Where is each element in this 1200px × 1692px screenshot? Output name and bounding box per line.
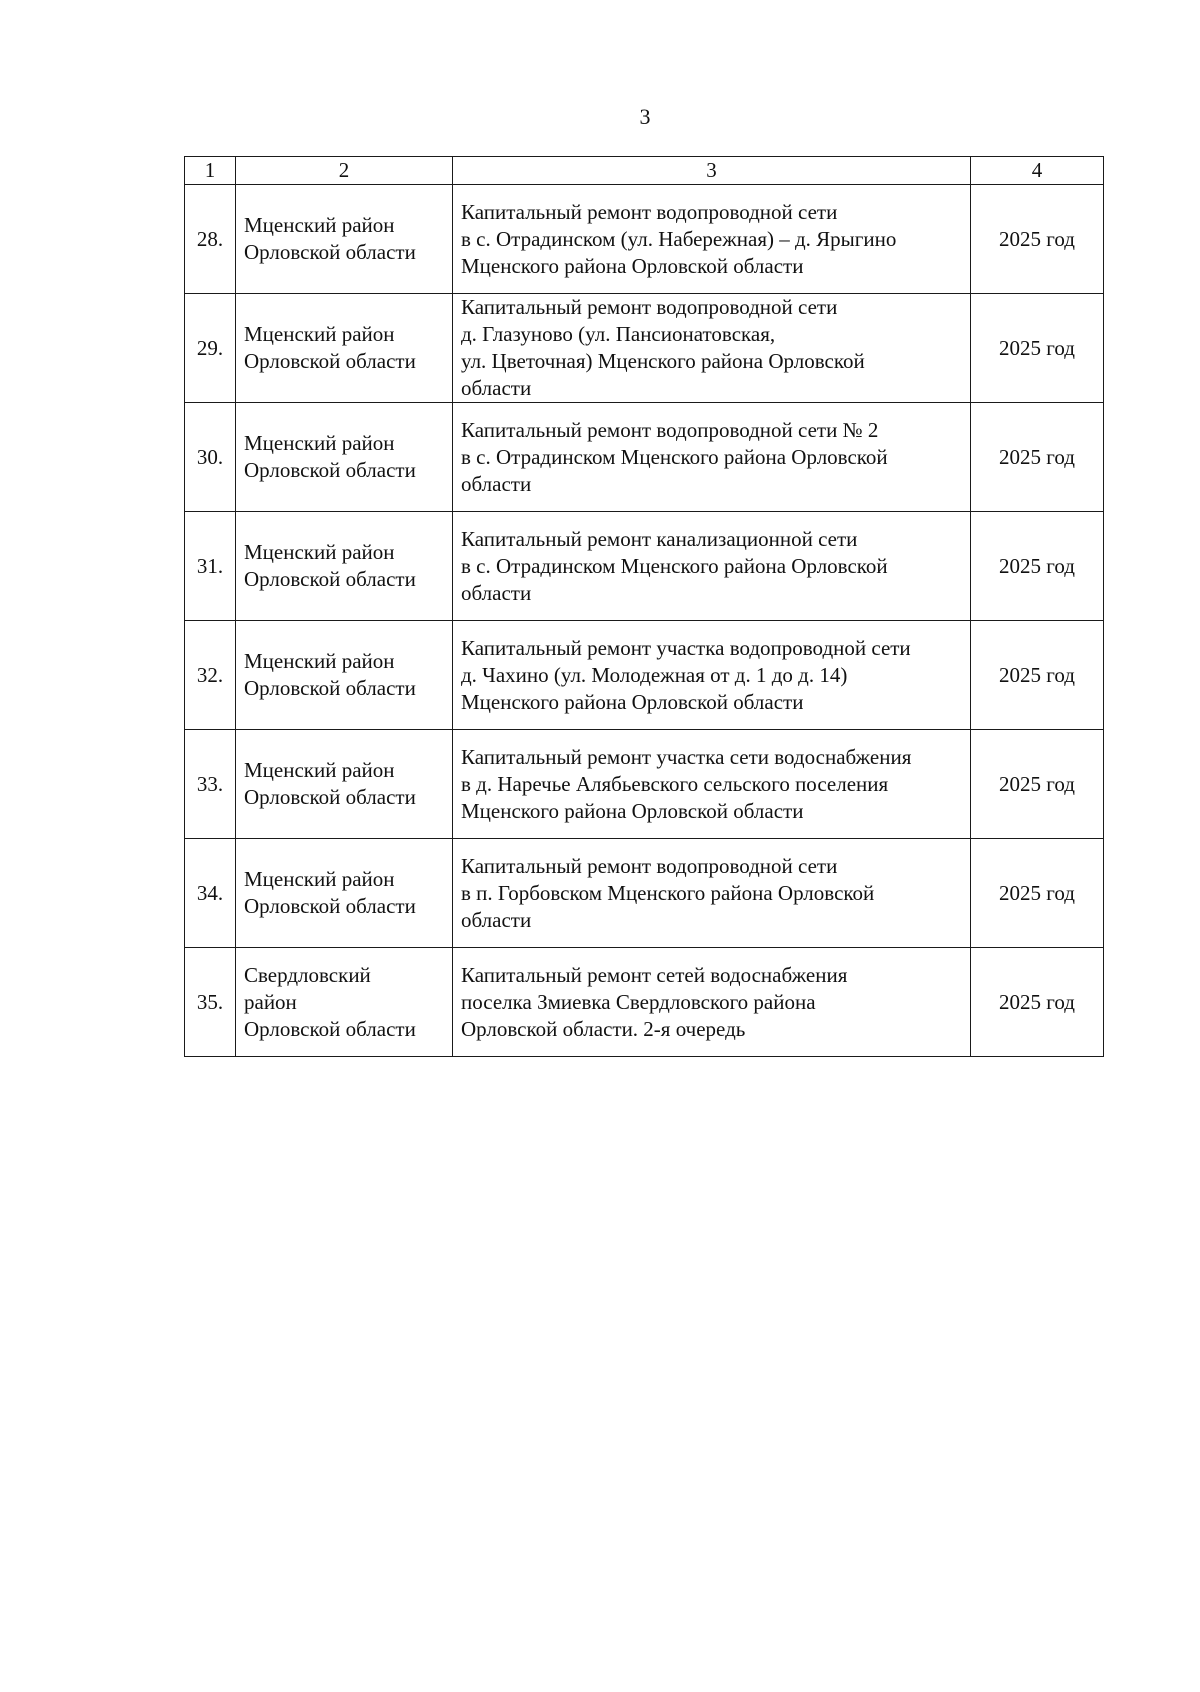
description-line: д. Глазуново (ул. Пансионатовская, [461,322,776,346]
description-line: области [461,471,532,496]
description-line: Мценского района Орловской области [461,798,804,823]
description-line: Капитальный ремонт водопроводной сети [461,853,838,878]
description-line: Капитальный ремонт водопроводной сети [461,295,838,319]
description-line: Мценского района Орловской области [461,689,804,714]
year-cell: 2025 год [971,730,1104,839]
row-number: 30. [185,403,236,512]
row-number: 35. [185,948,236,1057]
district-cell [236,512,453,621]
year-cell: 2025 год [971,185,1104,294]
district-line: Орловской области [244,458,416,482]
district-line: Орловской области [244,1016,416,1041]
district-cell [236,403,453,512]
column-header-number: 1 [185,157,236,185]
district-line: Мценский район [244,431,395,455]
row-number: 34. [185,839,236,948]
row-number: 32. [185,621,236,730]
district-line: Свердловский [244,962,371,987]
description-cell [453,403,971,512]
column-header-description: 3 [453,157,971,185]
table-row [185,512,1104,621]
table-row [185,948,1104,1057]
description-line: поселка Змиевка Свердловского района [461,989,816,1014]
district-line: Орловской области [244,785,416,809]
district-cell [236,839,453,948]
table-row [185,730,1104,839]
district-cell [236,948,453,1057]
year-cell: 2025 год [971,403,1104,512]
description-line: области [461,907,532,932]
projects-table [184,156,1104,1057]
table-row [185,403,1104,512]
district-cell [236,621,453,730]
row-number: 28. [185,185,236,294]
description-line: в с. Отрадинском (ул. Набережная) – д. Ярыгино [461,226,897,251]
table-row [185,621,1104,730]
district-line: Орловской области [244,349,416,373]
description-line: Орловской области. 2-я очередь [461,1016,746,1041]
row-number: 31. [185,512,236,621]
district-cell [236,730,453,839]
year-cell: 2025 год [971,294,1104,403]
district-line: Мценский район [244,867,395,891]
table-row [185,839,1104,948]
year-cell: 2025 год [971,839,1104,948]
description-cell [453,185,971,294]
year-cell: 2025 год [971,512,1104,621]
year-cell: 2025 год [971,948,1104,1057]
district-line: Орловской области [244,240,416,264]
description-line: Капитальный ремонт сетей водоснабжения [461,962,848,987]
district-line: район [244,989,297,1014]
description-line: в п. Горбовском Мценского района Орловской [461,880,875,905]
description-cell [453,294,971,403]
year-cell: 2025 год [971,621,1104,730]
description-line: д. Чахино (ул. Молодежная от д. 1 до д. 14) [461,662,848,687]
district-line: Орловской области [244,567,416,591]
district-cell [236,185,453,294]
table-row [185,294,1104,403]
description-line: области [461,580,532,605]
district-line: Мценский район [244,322,395,346]
district-line: Орловской области [244,676,416,700]
table-row [185,185,1104,294]
description-line: Капитальный ремонт канализационной сети [461,526,858,551]
description-cell [453,730,971,839]
description-cell [453,621,971,730]
district-cell [236,294,453,403]
district-line: Мценский район [244,758,395,782]
district-line: Мценский район [244,649,395,673]
description-line: Капитальный ремонт водопроводной сети № 2 [461,417,879,442]
column-header-district: 2 [236,157,453,185]
description-cell [453,948,971,1057]
description-line: Капитальный ремонт водопроводной сети [461,199,838,224]
column-header-year: 4 [971,157,1104,185]
page-number: 3 [639,104,651,129]
row-number: 33. [185,730,236,839]
description-line: ул. Цветочная) Мценского района Орловской [461,349,865,373]
table-header-row [185,157,1104,185]
district-line: Орловской области [244,894,416,918]
description-line: Капитальный ремонт участка водопроводной сети [461,635,911,660]
district-line: Мценский район [244,540,395,564]
description-line: Капитальный ремонт участка сети водоснабжения [461,744,912,769]
description-cell [453,839,971,948]
description-cell [453,512,971,621]
description-line: в с. Отрадинском Мценского района Орловской [461,553,888,578]
district-line: Мценский район [244,213,395,237]
description-line: в с. Отрадинском Мценского района Орловской [461,444,888,469]
description-line: в д. Наречье Алябьевского сельского поселения [461,771,889,796]
description-line: области [461,376,532,400]
description-line: Мценского района Орловской области [461,253,804,278]
row-number: 29. [185,294,236,403]
